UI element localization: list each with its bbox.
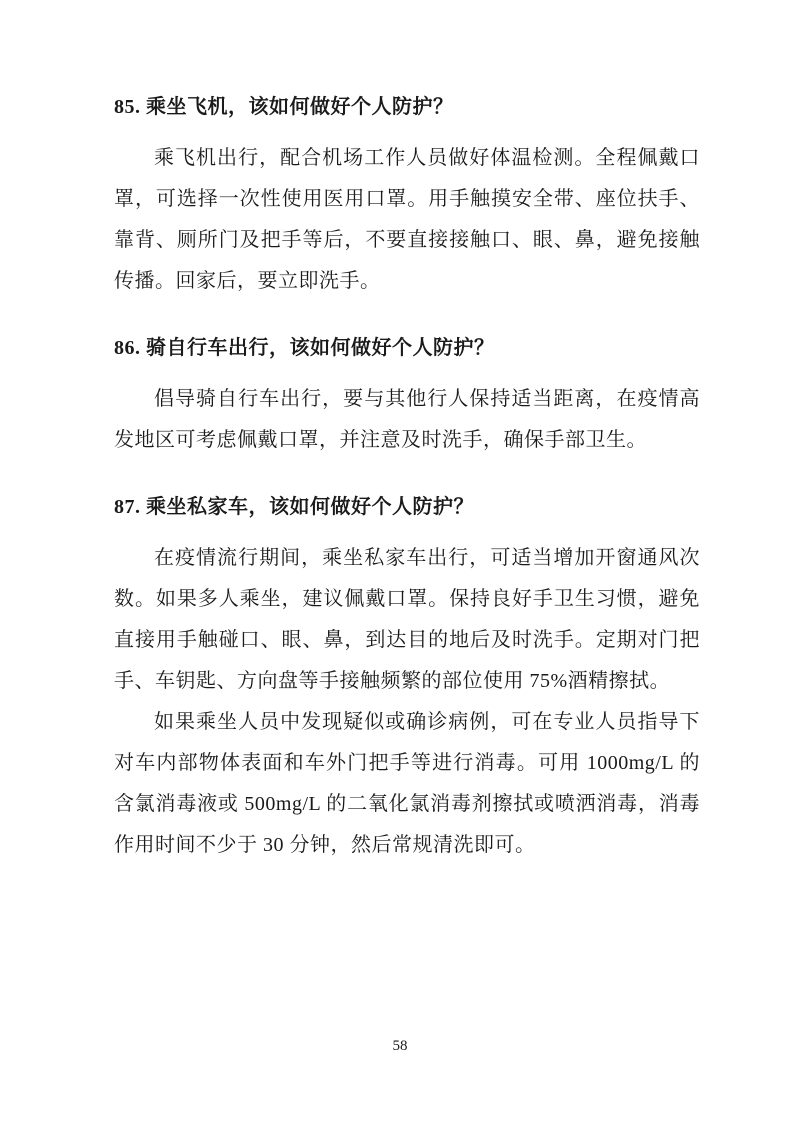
faq-section-87 — [114, 493, 700, 866]
faq-section-85 — [114, 93, 700, 302]
answer-paragraph: 在疫情流行期间，乘坐私家车出行，可适当增加开窗通风次数。如果多人乘坐，建议佩戴口罩。保持良好手卫生习惯，避免直接用手触碰口、眼、鼻，到达目的地后及时洗手。定期对门把手、车钥匙、方向盘等手接触频繁的部位使用 75%酒精擦拭。 — [114, 547, 700, 692]
answer-paragraph: 乘飞机出行，配合机场工作人员做好体温检测。全程佩戴口罩，可选择一次性使用医用口罩。用手触摸安全带、座位扶手、靠背、厕所门及把手等后，不要直接接触口、眼、鼻，避免接触传播。回家后，要立即洗手。 — [114, 147, 700, 292]
question-heading-85: 85. 乘坐飞机，该如何做好个人防护？ — [114, 96, 454, 118]
question-heading-86: 86. 骑自行车出行，该如何做好个人防护？ — [114, 337, 495, 359]
page-number: 58 — [392, 1038, 408, 1054]
answer-paragraph: 倡导骑自行车出行，要与其他行人保持适当距离，在疫情高发地区可考虑佩戴口罩，并注意及时洗手，确保手部卫生。 — [114, 388, 700, 451]
answer-paragraph: 如果乘坐人员中发现疑似或确诊病例，可在专业人员指导下对车内部物体表面和车外门把手等进行消毒。可用 1000mg/L 的含氯消毒液或 500mg/L 的二氧化氯消毒剂擦拭或喷洒消毒，消毒作用时间不少于 30 分钟，然后常规清洗即可。 — [114, 711, 700, 856]
question-heading-87: 87. 乘坐私家车，该如何做好个人防护？ — [114, 496, 474, 518]
faq-section-86 — [114, 334, 700, 461]
page-footer — [0, 1037, 800, 1055]
document-content — [114, 93, 700, 866]
